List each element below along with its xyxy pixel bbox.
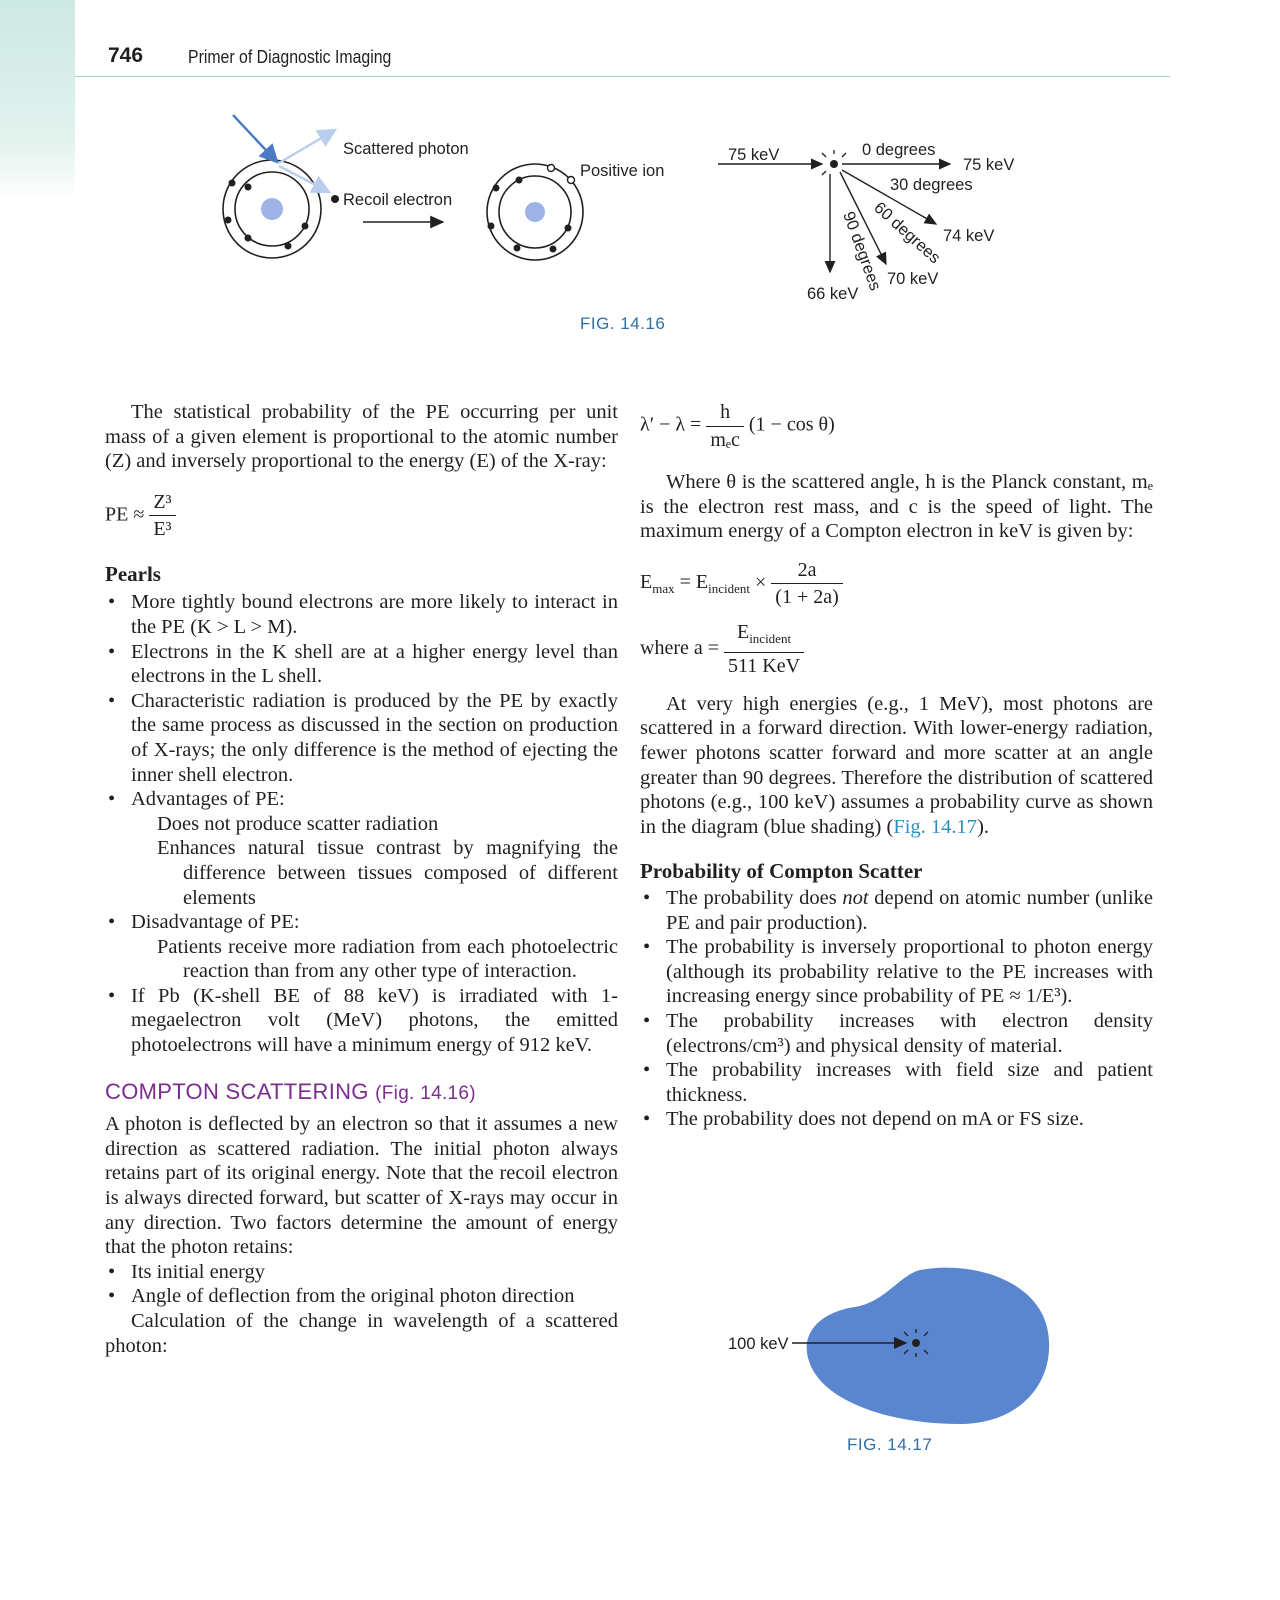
probability-item: • The probability increases with electron density (electrons/cm³) and physical density of material. — [640, 1009, 1153, 1058]
eq3-incident: incident — [749, 630, 792, 646]
left-column — [105, 400, 618, 1358]
eq2-incident: incident — [708, 581, 750, 597]
header-rule — [75, 76, 1170, 77]
eq2-eq: = E — [674, 571, 709, 594]
label-74kev: 74 keV — [943, 227, 995, 245]
running-header: Primer of Diagnostic Imaging — [188, 47, 392, 67]
recoil-electron-dot — [331, 195, 339, 203]
compton-heading — [105, 1080, 618, 1107]
variables-paragraph: Where θ is the scattered angle, h is the Planck constant, mₑ is the electron rest mass, and c is the speed of light. The maximum energy of a Compton electron in keV is given by: — [640, 471, 1153, 543]
label-60-degrees: 60 degrees — [870, 198, 944, 268]
right-column — [640, 400, 1153, 1132]
probability-item: • The probability does not depend on mA or FS size. — [640, 1107, 1153, 1132]
pearl-item: • If Pb (K-shell BE of 88 keV) is irradiated with 1-megaelectron volt (MeV) photons, the emitted photoelectrons will have a minimum energy of 912 keV. — [105, 984, 618, 1058]
pe-numerator: Z³ — [149, 490, 175, 517]
pearls-list-cont2 — [105, 984, 618, 1058]
eq1-denominator: mₑc — [710, 428, 740, 451]
eq3-numerator — [724, 620, 804, 654]
energy-distribution-paragraph — [640, 692, 1153, 840]
compton-paragraph: A photon is deflected by an electron so that it assumes a new direction as scattered radiation. The initial photon always retains part of its original energy. Note that the recoil electron is always directed forward, but scatter of X-rays may occur in any direction. Two factors determine the amount of energy that the photon retains: — [105, 1113, 618, 1259]
fig-14-16-caption: FIG. 14.16 — [580, 314, 666, 333]
scatter-angle-diagram — [710, 132, 1040, 312]
pearls-list-cont — [105, 910, 618, 935]
recoil-electron-arrow — [279, 166, 329, 192]
pearl-item: • Characteristic radiation is produced by the PE by exactly the same process as discussed in the section on production of X-rays; the only difference is the method of ejecting the inner shell electron. — [105, 689, 618, 787]
eq3-e: E — [736, 620, 750, 643]
advantage-item: Enhances natural tissue contrast by magnifying the difference between tissues composed of different elements — [157, 837, 618, 909]
label-positive-ion: Positive ion — [580, 162, 665, 180]
page-number: 746 — [108, 44, 144, 67]
probability-item: • The probability is inversely proportional to photon energy (although its probability relative to the PE increases with increasing energy since probability of PE ≈ 1/E³). — [640, 935, 1153, 1009]
a-equation — [640, 620, 1153, 680]
pearl-item: • More tightly bound electrons are more likely to interact in the PE (K > L > M). — [105, 590, 618, 639]
eq2-times: × — [755, 571, 767, 594]
chapter-tab — [0, 0, 75, 200]
label-scattered-photon: Scattered photon — [343, 140, 469, 158]
atom-before — [223, 160, 321, 258]
scattered-photon-arrow — [279, 130, 335, 163]
atom-after — [487, 164, 583, 260]
b1-a: The probability does — [666, 886, 843, 909]
eq2-fraction — [771, 558, 842, 610]
label-100kev: 100 keV — [728, 1335, 789, 1353]
b1-em: not — [842, 886, 869, 909]
pe-equation — [105, 490, 618, 554]
fig-14-17-link[interactable]: Fig. 14.17 — [893, 815, 978, 838]
factor-item: • Angle of deflection from the original photon direction — [105, 1284, 618, 1309]
probability-item: • The probability increases with field size and patient thickness. — [640, 1058, 1153, 1107]
compton-title: COMPTON SCATTERING — [105, 1078, 369, 1104]
disadvantage-item: Patients receive more radiation from each photoelectric reaction than from any other type of interaction. — [157, 935, 618, 983]
scatter-distribution-diagram — [720, 1262, 1060, 1432]
probability-shading — [807, 1268, 1049, 1424]
label-0-degrees: 0 degrees — [862, 141, 936, 159]
eq3-fraction — [724, 620, 804, 679]
p2-end: ). — [977, 815, 990, 838]
label-75kev-out: 75 keV — [963, 156, 1015, 174]
fig-14-17-caption: FIG. 14.17 — [847, 1435, 933, 1454]
label-70kev: 70 keV — [887, 270, 939, 288]
wavelength-paragraph: Calculation of the change in wavelength of a scattered photon: — [105, 1310, 618, 1357]
eq1-lhs: λ′ − λ = — [640, 413, 702, 436]
compton-fig-ref[interactable]: (Fig. 14.16) — [375, 1082, 476, 1104]
probability-item — [640, 886, 1153, 935]
pe-denominator: E³ — [153, 518, 172, 541]
label-90-degrees: 90 degrees — [839, 209, 885, 293]
compton-atom-diagram — [215, 108, 685, 268]
eq3-denominator: 511 KeV — [728, 655, 801, 678]
advantage-item: Does not produce scatter radiation — [157, 812, 439, 835]
pearls-list — [105, 590, 618, 811]
pearl-item: • Advantages of PE: — [105, 787, 618, 812]
eq1-fraction — [706, 400, 744, 452]
emax-equation — [640, 558, 1153, 612]
eq2-max: max — [652, 581, 675, 597]
label-66kev: 66 keV — [807, 285, 859, 303]
pearl-item: • Electrons in the K shell are at a higher energy level than electrons in the L shell. — [105, 640, 618, 689]
eq2-e: E — [640, 571, 653, 594]
eq1-rhs: (1 − cos θ) — [748, 413, 835, 436]
eq1-numerator: h — [706, 400, 744, 427]
pearl-item: • Disadvantage of PE: — [105, 910, 618, 935]
p2-text: At very high energies (e.g., 1 MeV), most photons are scattered in a forward direction. With lower-energy radiation, fewer photons scatter forward and more scatter at an angle greater than 90 degrees. Therefore the distribution of scattered photons (e.g., 100 keV) assumes a probability curve as shown in the diagram (blue shading) ( — [640, 692, 1153, 838]
eq2-denominator: (1 + 2a) — [775, 586, 839, 609]
probability-list — [640, 886, 1153, 1132]
factor-item: • Its initial energy — [105, 1260, 618, 1285]
b1-b: depend on atomic number (unlike PE and pair production). — [666, 886, 1154, 934]
pe-fraction — [149, 490, 175, 542]
scatter-point-icon — [822, 150, 846, 175]
pe-lhs: PE ≈ — [105, 503, 145, 526]
pe-probability-paragraph: The statistical probability of the PE occurring per unit mass of a given element is proportional to the atomic number (Z) and inversely proportional to the energy (E) of the X-ray: — [105, 401, 618, 473]
eq2-numerator: 2a — [771, 558, 842, 585]
label-incident-energy: 75 keV — [728, 146, 780, 164]
factors-list — [105, 1260, 618, 1309]
eq2-mid — [674, 571, 750, 597]
label-30-degrees: 30 degrees — [890, 176, 973, 194]
label-recoil-electron: Recoil electron — [343, 191, 453, 209]
probability-heading: Probability of Compton Scatter — [640, 859, 923, 884]
eq2-lhs — [640, 571, 675, 597]
wavelength-equation — [640, 400, 1153, 464]
eq3-lhs: where a = — [640, 636, 720, 659]
pearls-heading: Pearls — [105, 561, 161, 586]
incident-photon-arrow — [233, 115, 277, 162]
